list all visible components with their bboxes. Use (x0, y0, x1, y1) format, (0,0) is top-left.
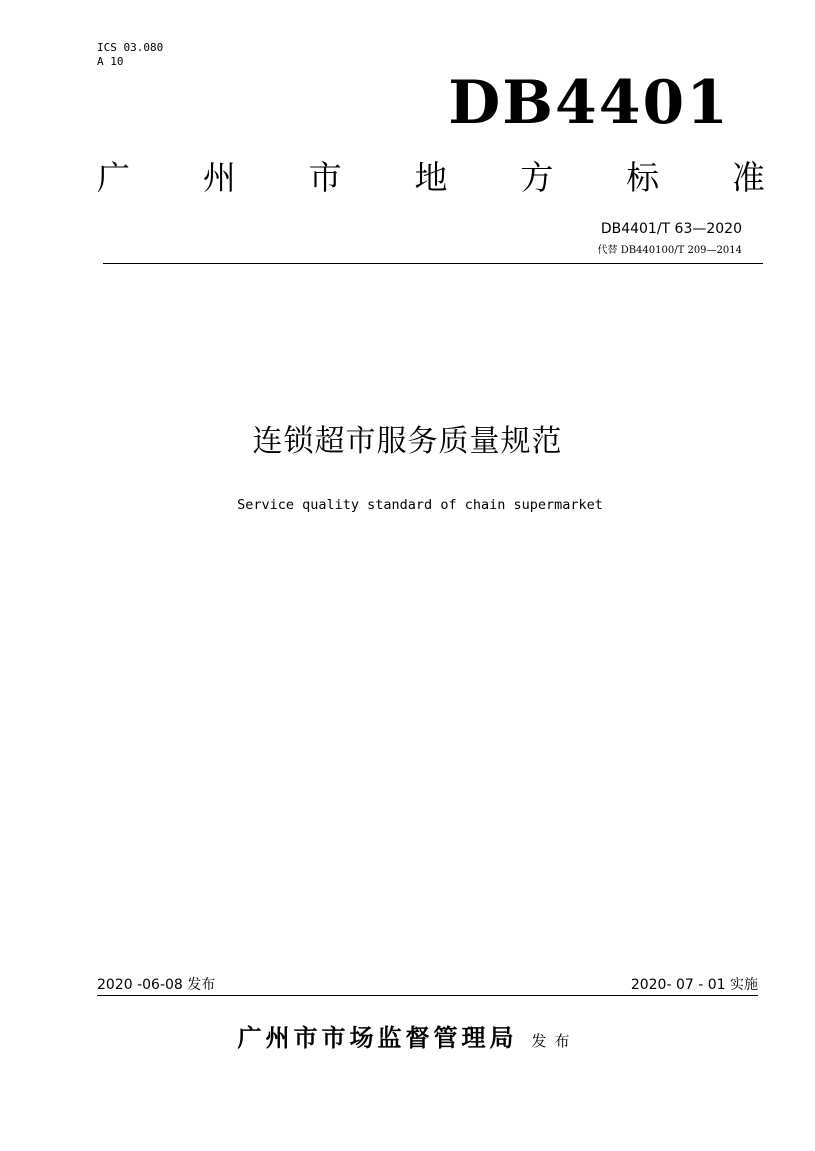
standard-type-heading (97, 155, 765, 201)
ccs-code: A 10 (97, 55, 124, 68)
standard-type-char: 州 (202, 158, 236, 197)
standard-type-char: 准 (731, 158, 765, 197)
header-divider (103, 263, 763, 264)
standard-type-char: 方 (520, 158, 554, 197)
publisher-org: 广州市市场监督管理局 (237, 1024, 518, 1052)
publisher-line (0, 1018, 815, 1062)
standard-type-char: 广 (97, 158, 130, 197)
publisher-action: 发布 (531, 1032, 578, 1050)
footer-divider (97, 995, 758, 996)
publish-date: 2020 -06-08 发布 (97, 977, 216, 993)
effective-date: 2020- 07 - 01 实施 (630, 977, 758, 993)
document-title-cn: 连锁超市服务质量规范 (252, 424, 563, 459)
document-title-en: Service quality standard of chain supermarket (237, 497, 603, 513)
standard-type-char: 地 (414, 158, 448, 197)
standard-type-char: 标 (626, 158, 660, 197)
classification-codes (97, 41, 163, 69)
ics-code: ICS 03.080 (97, 41, 164, 54)
replaces-standard: 代替 DB440100/T 209—2014 (597, 245, 742, 256)
standard-code-heading: DB4401 (448, 68, 730, 138)
standard-number: DB4401/T 63—2020 (600, 221, 742, 237)
standard-type-char: 市 (308, 158, 342, 197)
